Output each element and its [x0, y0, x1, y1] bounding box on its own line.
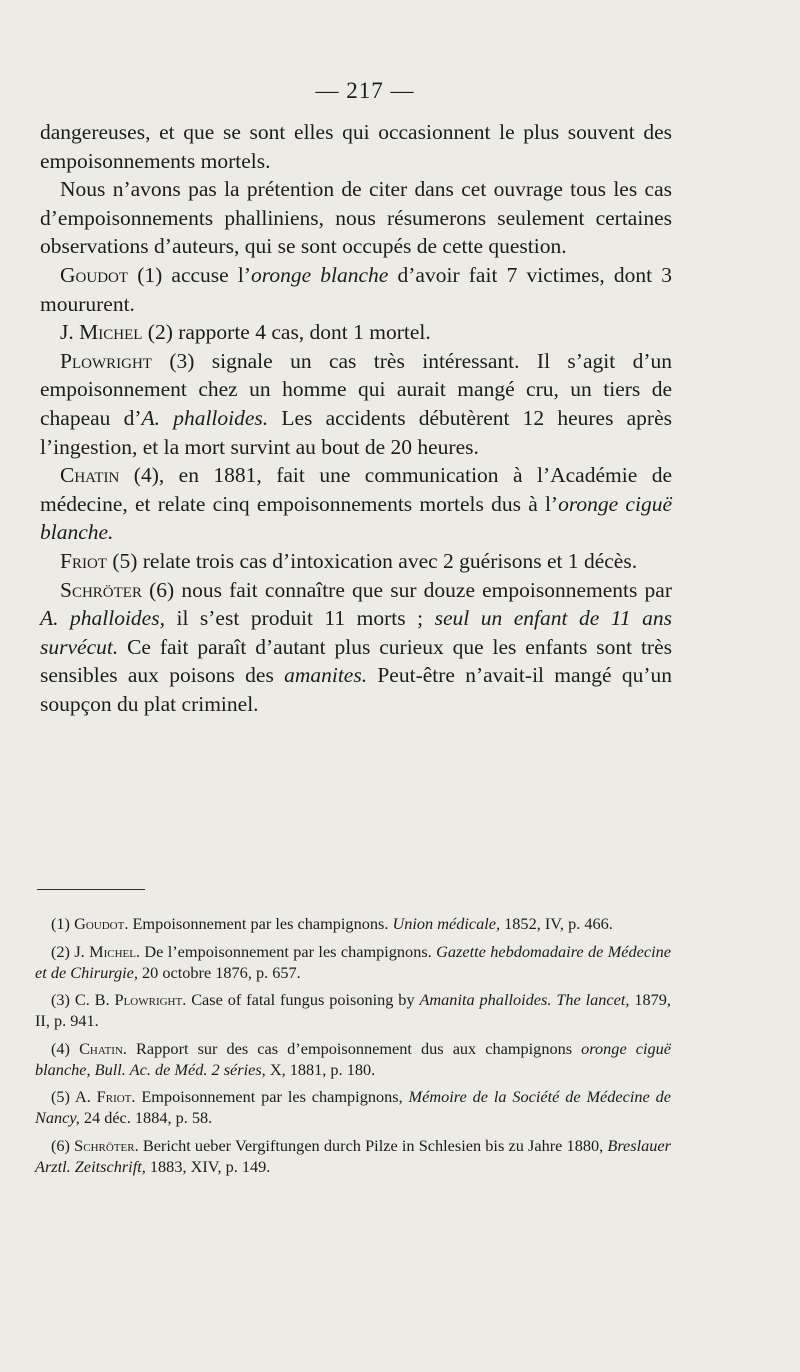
author-name: Plowright: [114, 990, 183, 1009]
author-name: Friot: [96, 1087, 132, 1106]
footnote: [35, 989, 671, 1031]
text-segment: . Rapport sur des cas d’empoisonnement dus aux champignons: [122, 1038, 582, 1058]
paragraph: [40, 576, 672, 719]
footnote: [35, 1038, 671, 1080]
italic-segment: seul un enfant de 11 ans survécut.: [40, 606, 673, 659]
text-segment: J.: [60, 320, 80, 345]
text-segment: Peut-être n’avait-il mangé qu’un soupçon du plat criminel.: [40, 663, 672, 716]
text-segment: (6) nous fait connaître que sur douze empoisonnements par: [141, 577, 672, 602]
paragraph: [40, 461, 672, 547]
italic-segment: A. phalloides,: [40, 606, 165, 631]
paragraph: [40, 175, 672, 261]
footnote: [35, 1135, 671, 1177]
text-segment: 1852, IV, p. 466.: [500, 914, 613, 933]
paragraph: [40, 347, 672, 461]
text-segment: (4), en 1881, fait une communication à l’Académie de médecine, et relate cinq empoisonnements mortels dus à l’: [40, 463, 672, 516]
author-name: Plowright: [60, 348, 152, 373]
italic-segment: Union médicale,: [392, 914, 501, 933]
italic-segment: Breslauer Arztl. Zeitschrift,: [35, 1135, 671, 1176]
text-segment: (2) rapporte 4 cas, dont 1 mortel.: [142, 320, 431, 345]
footnote-divider: [37, 889, 145, 890]
author-name: Goudot: [74, 914, 125, 933]
paragraph: [40, 261, 672, 318]
text-segment: (1): [51, 914, 75, 933]
italic-segment: oronge ciguë blanche.: [40, 491, 672, 545]
text-segment: (3) signale un cas très intéressant. Il s’agit d’un empoisonnement chez un homme qui aurait mangé cru, un tiers de chapeau d’: [40, 348, 672, 430]
author-name: Michel: [79, 320, 143, 345]
text-segment: Nous n’avons pas la prétention de citer dans cet ouvrage tous les cas d’empoisonnements phalliniens, nous résumerons seulement certaines observations d’auteurs, qui se sont occupés de cette question.: [40, 177, 672, 259]
text-segment: . Bericht ueber Vergiftungen durch Pilze in Schlesien bis zu Jahre 1880,: [134, 1135, 608, 1155]
italic-segment: Mémoire de la Société de Médecine de Nancy,: [35, 1087, 671, 1127]
text-segment: Ce fait paraît d’autant plus curieux que les enfants sont très sensibles aux poisons des: [40, 634, 672, 688]
author-name: Schröter: [74, 1135, 135, 1155]
text-segment: (4): [51, 1038, 80, 1058]
text-segment: d’avoir fait 7 victimes, dont 3 moururent.: [40, 262, 673, 316]
text-segment: (2) J.: [51, 941, 90, 961]
italic-segment: Amanita phalloides. The lancet,: [419, 990, 630, 1009]
paragraph: [40, 547, 672, 576]
paragraph: [40, 118, 672, 175]
text-segment: (1) accuse l’: [128, 262, 252, 287]
author-name: Schröter: [60, 577, 142, 602]
italic-segment: oronge blanche: [251, 262, 389, 287]
text-segment: X, 1881, p. 180.: [265, 1059, 376, 1079]
paragraph: [40, 318, 672, 347]
footnotes: [35, 913, 671, 1183]
italic-segment: oronge ciguë blanche, Bull. Ac. de Méd. 2 séries,: [35, 1038, 671, 1079]
footnote: [35, 941, 671, 983]
italic-segment: amanites.: [284, 663, 368, 688]
text-segment: il s’est produit 11 morts ;: [164, 606, 435, 631]
text-segment: 1879, II, p. 941.: [35, 990, 672, 1030]
page-number: — 217 —: [315, 78, 415, 103]
italic-segment: A. phalloides.: [141, 405, 269, 430]
text-segment: Les accidents débutèrent 12 heures après l’ingestion, et la mort survint au bout de 20 heures.: [40, 405, 672, 459]
footnote: [35, 1086, 671, 1128]
body-text: [40, 118, 672, 718]
text-segment: . Empoisonnement par les champignons,: [131, 1087, 409, 1106]
text-segment: 24 déc. 1884, p. 58.: [79, 1108, 213, 1127]
author-name: Chatin: [60, 463, 120, 488]
italic-segment: Gazette hebdomadaire de Médecine et de Chirurgie,: [35, 941, 672, 982]
text-segment: 1883, XIV, p. 149.: [145, 1156, 271, 1176]
text-segment: 20 octobre 1876, p. 657.: [137, 962, 301, 982]
text-segment: (5) A.: [51, 1087, 97, 1106]
footnote: [35, 913, 671, 934]
author-name: Chatin: [79, 1038, 123, 1058]
text-segment: . De l’empoisonnement par les champignons.: [135, 941, 437, 961]
author-name: Michel: [89, 941, 136, 961]
author-name: Friot: [60, 548, 107, 573]
author-name: Goudot: [60, 262, 129, 287]
text-segment: (5) relate trois cas d’intoxication avec 2 guérisons et 1 décès.: [106, 548, 638, 573]
text-segment: (3) C. B.: [51, 990, 115, 1009]
text-segment: dangereuses, et que se sont elles qui occasionnent le plus souvent des empoisonnements mortels.: [40, 120, 672, 173]
text-segment: . Empoisonnement par les champignons.: [124, 914, 393, 933]
text-segment: (6): [51, 1135, 75, 1155]
text-segment: . Case of fatal fungus poisoning by: [182, 990, 420, 1009]
